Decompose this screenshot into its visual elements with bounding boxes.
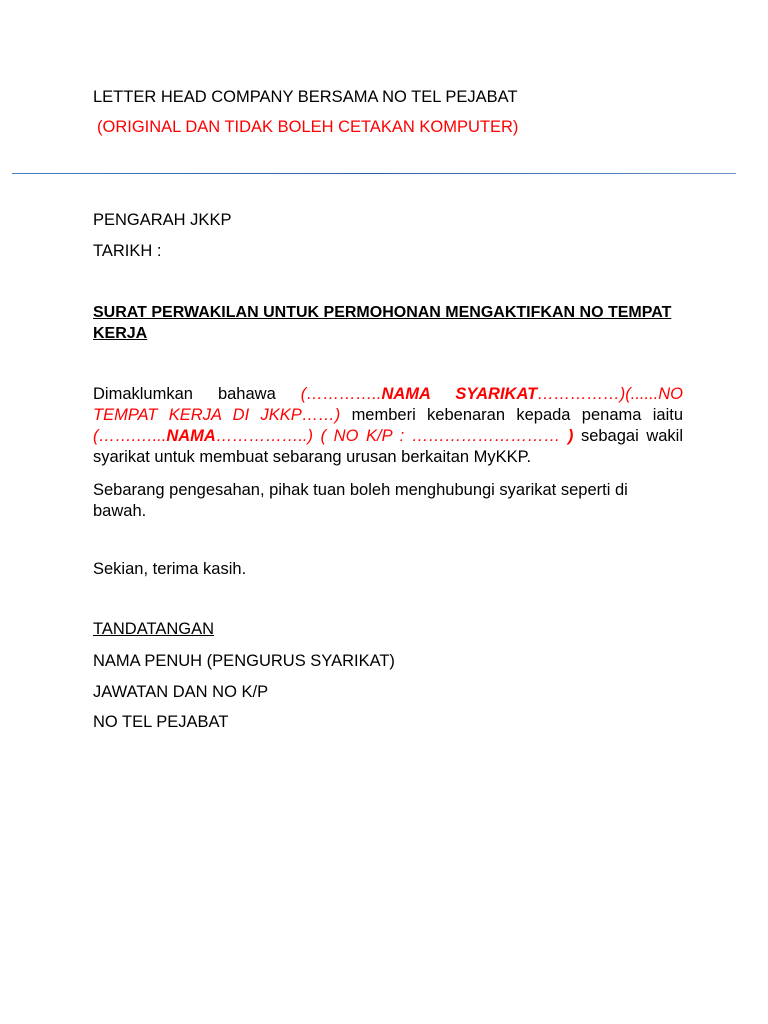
- ic-placeholder-close: ): [567, 427, 574, 445]
- name-placeholder-open: (…….…...: [93, 427, 167, 445]
- signature-label: TANDATANGAN: [93, 620, 215, 638]
- letter-subject: SURAT PERWAKILAN UNTUK PERMOHONAN MENGAKTIFKAN NO TEMPAT KERJA: [93, 304, 672, 342]
- position-label: JAWATAN DAN NO K/P: [93, 683, 269, 701]
- ic-placeholder: ( NO K/P : ………………………: [313, 427, 568, 445]
- date-label: TARIKH :: [93, 242, 162, 260]
- company-placeholder-open: (…………..: [300, 385, 382, 403]
- header-divider: [12, 173, 736, 174]
- workplace-placeholder: NO TEMPAT KERJA DI JKKP: [93, 385, 683, 424]
- company-placeholder-close: ……………): [537, 385, 626, 403]
- middle-text: memberi kebenaran kepada penama iaitu: [340, 406, 684, 424]
- closing-text: Sekian, terima kasih.: [93, 560, 247, 578]
- office-phone-label: NO TEL PEJABAT: [93, 713, 229, 731]
- contact-paragraph: Sebarang pengesahan, pihak tuan boleh menghubungi syarikat seperti di bawah.: [93, 481, 628, 520]
- end-text: sebagai wakil syarikat untuk membuat sebarang urusan berkaitan MyKKP.: [93, 427, 684, 466]
- intro-text: Dimaklumkan bahawa: [93, 385, 301, 403]
- name-placeholder: NAMA: [166, 427, 216, 445]
- workplace-placeholder-close: ……): [301, 406, 341, 424]
- main-paragraph: [93, 384, 683, 468]
- workplace-placeholder-open: (......: [625, 385, 659, 403]
- full-name-label: NAMA PENUH (PENGURUS SYARIKAT): [93, 652, 395, 670]
- letterhead-title: LETTER HEAD COMPANY BERSAMA NO TEL PEJABAT: [93, 88, 518, 106]
- addressee: PENGARAH JKKP: [93, 211, 232, 229]
- name-placeholder-close: ……………..): [215, 427, 314, 445]
- company-placeholder: NAMA SYARIKAT: [381, 385, 538, 403]
- letterhead-note: (ORIGINAL DAN TIDAK BOLEH CETAKAN KOMPUTER): [97, 118, 519, 136]
